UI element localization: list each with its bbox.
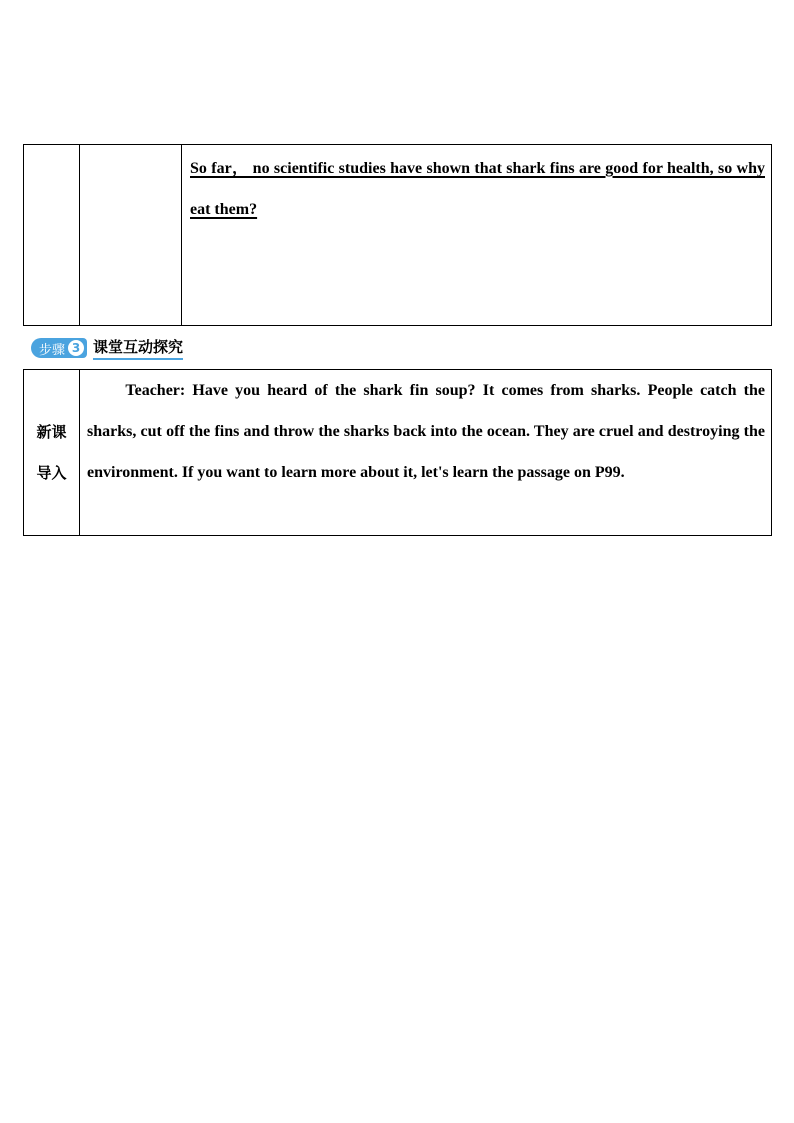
section-label-cell: [24, 370, 80, 536]
table-cell-step: [24, 145, 80, 326]
step-number: 3: [68, 340, 84, 356]
step-badge: [31, 338, 87, 358]
step-badge-label: 步骤: [39, 342, 66, 358]
lead-in-content: [80, 370, 772, 536]
step-header: [31, 337, 183, 359]
table-cell-content: [182, 145, 772, 326]
table-cell-activity: [80, 145, 182, 326]
lead-in-text: Teacher: Have you heard of the shark fin soup? It comes from sharks. People catch the sharks, cut off the fins and throw the sharks back into the ocean. They are cruel and destroying the environment. If you want to learn more about it, let's learn the passage on P99.: [87, 382, 765, 481]
table-row: [24, 370, 772, 536]
activity-table: [23, 144, 772, 326]
table-row: [24, 145, 772, 326]
step-title: 课堂互动探究: [93, 336, 183, 360]
lead-in-table: [23, 369, 772, 536]
section-label: 新课 导入: [36, 422, 67, 482]
question-text: So far， no scientific studies have shown that shark fins are good for health, so why eat them?: [190, 160, 765, 218]
